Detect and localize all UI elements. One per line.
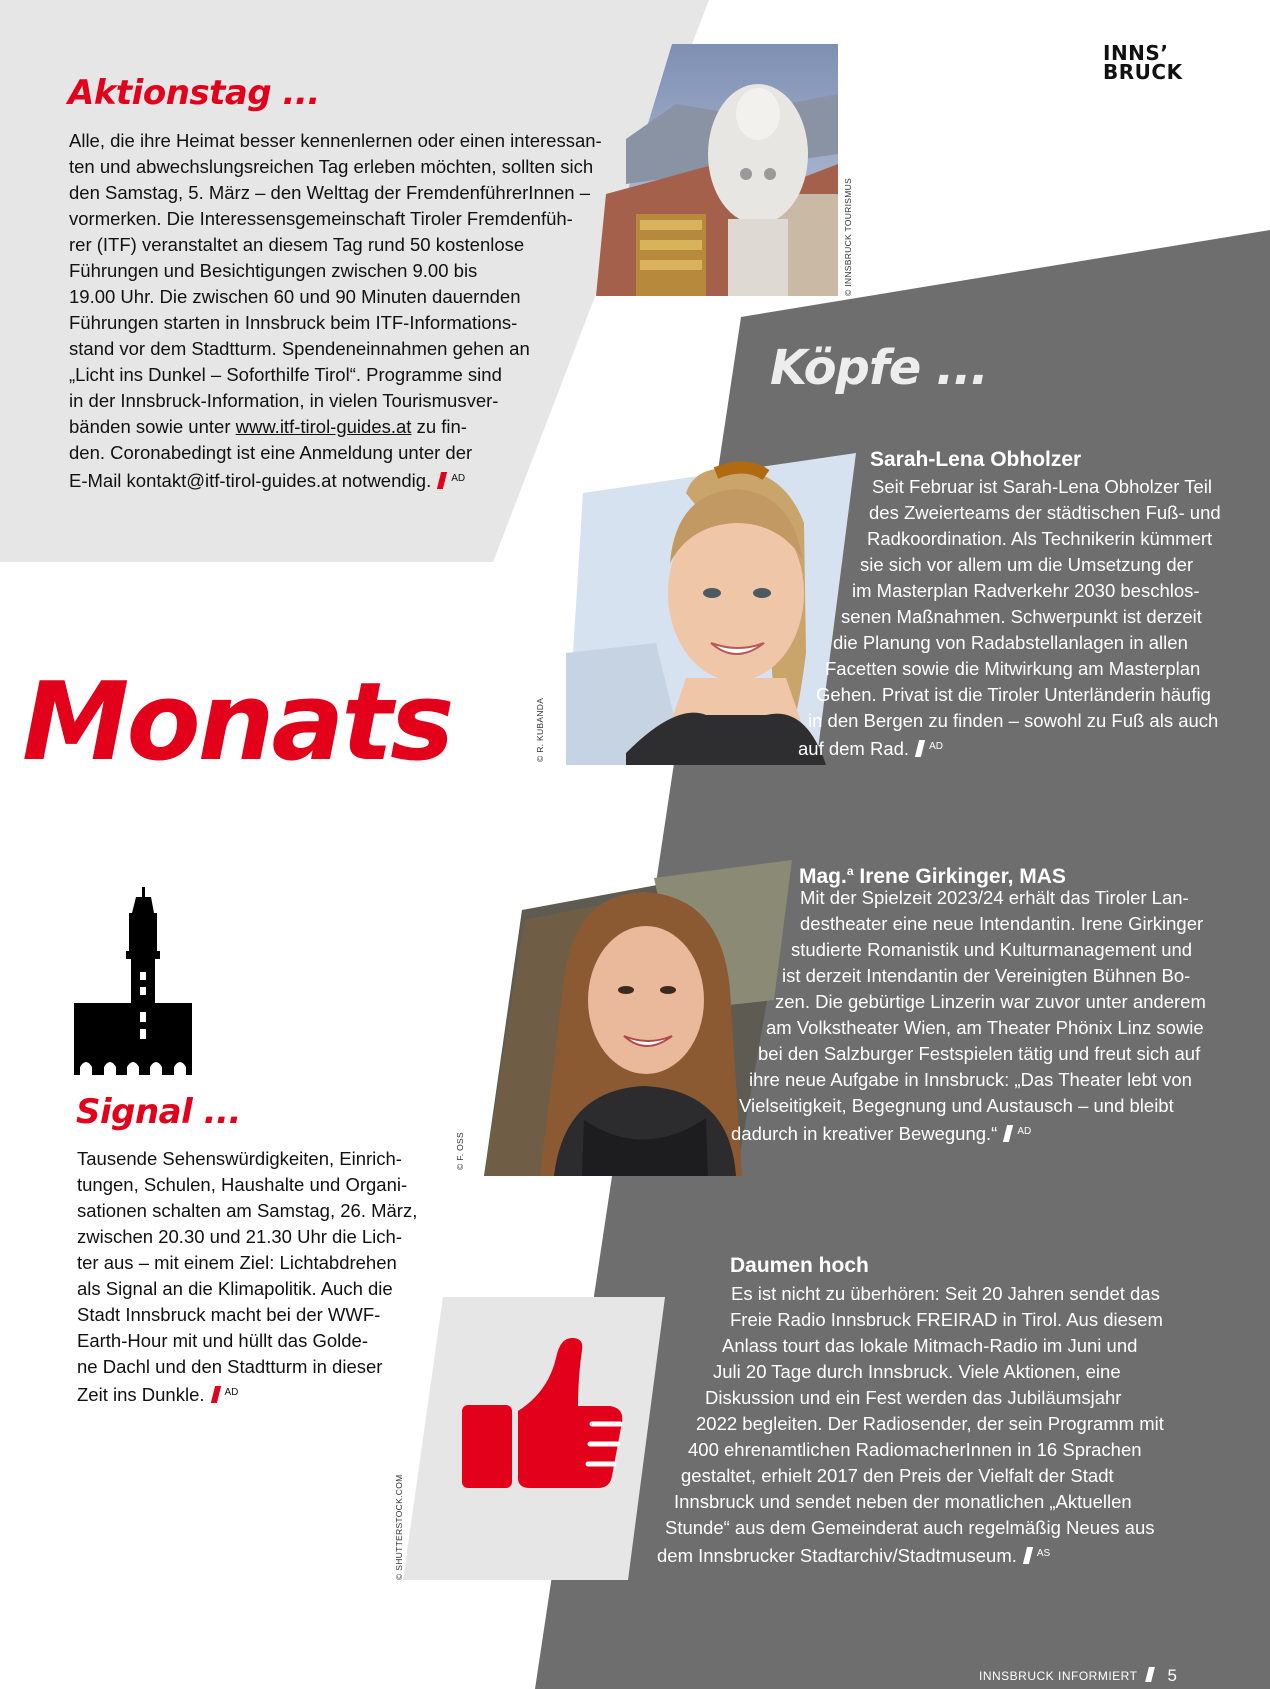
daumen-heading: Daumen hoch: [730, 1254, 869, 1277]
aktionstag-text: Alle, die ihre Heimat besser kennenlernen oder einen interessan- ten und abwechslungsreichen Tag erleben möchten, sollten sich den Samstag, 5. März – den Welttag der FremdenführerInnen – vormerken. Die Interessensgemeinschaft Tiroler Fremdenfüh- rer (ITF) veranstaltet an diesem Tag rund 50 kostenlose Führungen und Besichtigungen zwischen 9.00 bis 19.00 Uhr. Die zwischen 60 und 90 Minuten dauernden Führungen starten in Innsbruck beim ITF-Informations- stand vor dem Stadtturm. Spendeneinnahmen gehen an „Licht ins Dunkel – Soforthilfe Tirol“. Programme sind in der Innsbruck-Information, in vielen Tourismusver- bänden sowie unter www.itf-tirol-guides.at zu fin- den. Coronabedingt ist eine Anmeldung unter der E-Mail kontakt@itf-tirol-guides.at notwendig. $^{AD}$: [69, 130, 602, 491]
aktionstag-heading: Aktionstag ...: [68, 73, 320, 113]
monats-heading: Monats: [22, 660, 452, 785]
slash-mark: [915, 740, 925, 757]
photo-credit-irene: © F. OSS: [455, 1132, 465, 1170]
tower-icon: [74, 887, 192, 1075]
irene-text: Mit der Spielzeit 2023/24 erhält das Tiroler Lan- destheater eine neue Intendantin. Irene Girkinger studierte Romanistik und Kulturmanagement und ist derzeit Intendantin der Vereinigten Bühnen Bo- zen. Die gebürtige Linzerin war zuvor unter anderem am Volkstheater Wien, am Theater Phönix Linz sowie bei den Salzburger Festspielen tätig und freut sich auf ihre neue Aufgabe in Innsbruck: „Das Theater lebt von Vielseitigkeit, Begegnung und Austausch – und bleibt dadurch in kreativer Bewegung.“ $^{AD}$: [731, 887, 1206, 1144]
footer-label: INNSBRUCK INFORMIERT: [979, 1669, 1138, 1683]
slash-mark: [1003, 1125, 1013, 1142]
signal-heading: Signal ...: [76, 1092, 241, 1132]
footer: [979, 1666, 1177, 1686]
author-initials: AD: [451, 473, 466, 484]
photo-credit-thumb: © SHUTTERSTOCK.COM: [394, 1474, 404, 1580]
innsbruck-logo: [1103, 41, 1183, 84]
author-initials: AD: [224, 1387, 239, 1398]
photo-credit-aktionstag: © INNSBRUCK TOURISMUS: [843, 177, 853, 296]
slash-mark: [1023, 1547, 1033, 1564]
author-initials: AD: [1017, 1126, 1032, 1137]
logo-line-1: INNS’: [1103, 41, 1169, 65]
koepfe-heading: Köpfe ...: [770, 340, 988, 396]
author-initials: AS: [1036, 1548, 1051, 1559]
daumen-text: Es ist nicht zu überhören: Seit 20 Jahren sendet das Freie Radio Innsbruck FREIRAD in Tirol. Aus diesem Anlass tourt das lokale Mitmach-Radio im Juni und Juli 20 Tage durch Innsbruck. Viele Aktionen, eine Diskussion und ein Fest werden das Jubiläumsjahr 2022 begleiten. Der Radiosender, der sein Programm mit 400 ehrenamtlichen RadiomacherInnen in 16 Sprachen gestaltet, erhielt 2017 den Preis der Vielfalt der Stadt Innsbruck und sendet neben der monatlichen „Aktuellen Stunde“ aus dem Gemeinderat auch regelmäßig Neues aus dem Innsbrucker Stadtarchiv/Stadtmuseum. $^{AS}$: [657, 1283, 1164, 1566]
sarah-name: Sarah-Lena Obholzer: [870, 448, 1082, 471]
golden-roof-photo: [596, 44, 838, 296]
signal-text: Tausende Sehenswürdigkeiten, Einrich- tungen, Schulen, Haushalte und Organi- sationen schalten am Samstag, 26. März, zwischen 20.30 und 21.30 Uhr die Lich- ter aus – mit einem Ziel: Lichtabdrehen als Signal an die Klimapolitik. Auch die Stadt Innsbruck macht bei der WWF- Earth-Hour mit und hüllt das Golde- ne Dachl und den Stadtturm in dieser Zeit ins Dunkle. $^{AD}$: [77, 1148, 418, 1405]
author-initials: AD: [929, 741, 943, 752]
slash-mark: [1146, 1667, 1156, 1682]
itf-guides-link[interactable]: www.itf-tirol-guides.at: [235, 416, 412, 437]
logo-line-2: BRUCK: [1103, 60, 1183, 84]
page-number: 5: [1167, 1666, 1178, 1685]
photo-credit-sarah: © R. KUBANDA: [535, 697, 545, 762]
irene-name: Mag.$^a$ Irene Girkinger, MAS: [799, 864, 1066, 888]
sarah-text: Seit Februar ist Sarah-Lena Obholzer Teil des Zweierteams der städtischen Fuß- und Radkoordination. Als Technikerin kümmert sie sich vor allem um die Umsetzung der im Masterplan Radverkehr 2030 beschlos- senen Maßnahmen. Schwerpunkt ist derzeit die Planung von Radabstellanlagen in allen Facetten sowie die Mitwirkung am Masterplan Gehen. Privat ist die Tiroler Unterländerin häufig in den Bergen zu finden – sowohl zu Fuß als auch auf dem Rad. $^{AD}$: [798, 476, 1221, 759]
